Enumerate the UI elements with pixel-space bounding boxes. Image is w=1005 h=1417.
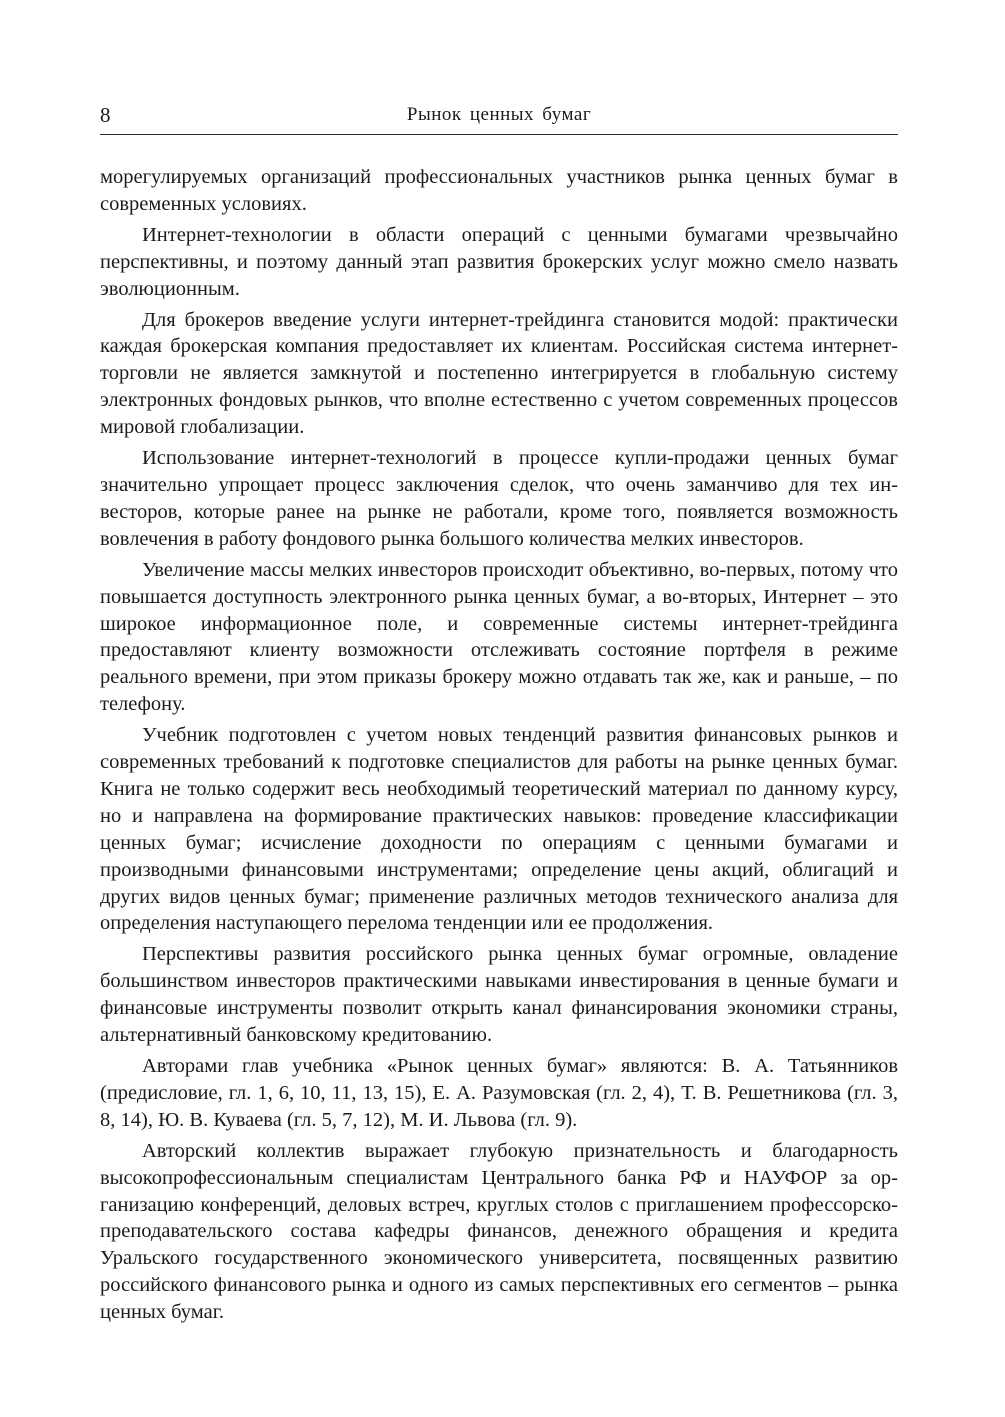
paragraph-5: Увеличение массы мелких инвесторов происходит объективно, во-первых, потому что повышается доступность электронного рынка ценных бумаг, а во-вторых, Интернет – это широкое информационное поле, и современные системы интернет-трейдинга предоставляют клиенту возможности отслеживать состояние портфеля в режиме реального времени, при этом приказы брокеру можно отдавать так же, как и раньше, – по телефону. [100, 558, 898, 716]
paragraph-3: Для брокеров введение услуги интернет-трейдинга становится модой: практически каждая брокерская компания предоставляет их клиентам. Российская система интернет-торговли не является замкнутой и постепенно интегрируется в глобальную систему электронных фондовых рынков, что вполне естественно с учетом современных процессов мировой глобализации. [100, 308, 898, 439]
paragraph-4: Использование интернет-технологий в процессе купли-продажи ценных бумаг значительно упрощает процесс заключения сделок, что очень заманчиво для тех инвесторов, которые ранее на рынке не работали, кроме того, появляется возможность вовлечения в работу фондового рынка большого количества мелких инвесторов. [100, 447, 898, 550]
page-number: 8 [100, 103, 111, 127]
paragraph-6: Учебник подготовлен с учетом новых тенденций развития финансовых рынков и современных требований к подготовке специалистов для работы на рынке ценных бумаг. Книга не только содержит весь необходимый теоретический материал по данному курсу, но и направлена на формирование практических навыков: проведение классификации ценных бумаг; исчисление доходности по операциям с ценными бумагами и производными финансовыми инструментами; определение цены акций, облигаций и других видов ценных бумаг; применение различных методов технического анализа для определения наступающего перелома тенденции или ее продолжения. [100, 724, 898, 935]
paragraph-9: Авторский коллектив выражает глубокую признательность и благодарность высокопрофессиональным специалистам Центрального банка РФ и НАУФОР за организацию конференций, деловых встреч, круглых столов с приглашением профессорско-преподавательского состава кафедры финансов, денежного обращения и кредита Уральского государственного экономического университета, посвященных развитию российского финансового рынка и одного из самых перспективных его сегментов – рынка ценных бумаг. [100, 1139, 898, 1324]
paragraph-1: морегулируемых организаций профессиональных участников рынка ценных бумаг в современных условиях. [100, 166, 898, 215]
paragraph-2: Интернет-технологии в области операций с ценными бумагами чрезвычайно перспективны, и поэтому данный этап развития брокерских услуг можно смело назвать эволюционным. [100, 223, 898, 300]
running-title: Рынок ценных бумаг [406, 104, 592, 125]
running-head [100, 100, 898, 135]
book-page [100, 0, 898, 1417]
paragraph-7: Перспективы развития российского рынка ценных бумаг огромные, овладение большинством инвесторов практическими навыками инвестирования в ценные бумаги и финансовые инструменты позволит открыть канал финансирования экономики страны, альтернативный банковскому кредитованию. [100, 943, 898, 1047]
paragraph-8: Авторами глав учебника «Рынок ценных бумаг» являются: В. А. Татьянников (предисловие, гл. 1, 6, 10, 11, 13, 15), Е. А. Разумовская (гл. 2, 4), Т. В. Решетникова (гл. 3, 8, 14), Ю. В. Куваева (гл. 5, 7, 12), М. И. Львова (гл. 9). [100, 1055, 898, 1131]
body-text [100, 164, 898, 1330]
